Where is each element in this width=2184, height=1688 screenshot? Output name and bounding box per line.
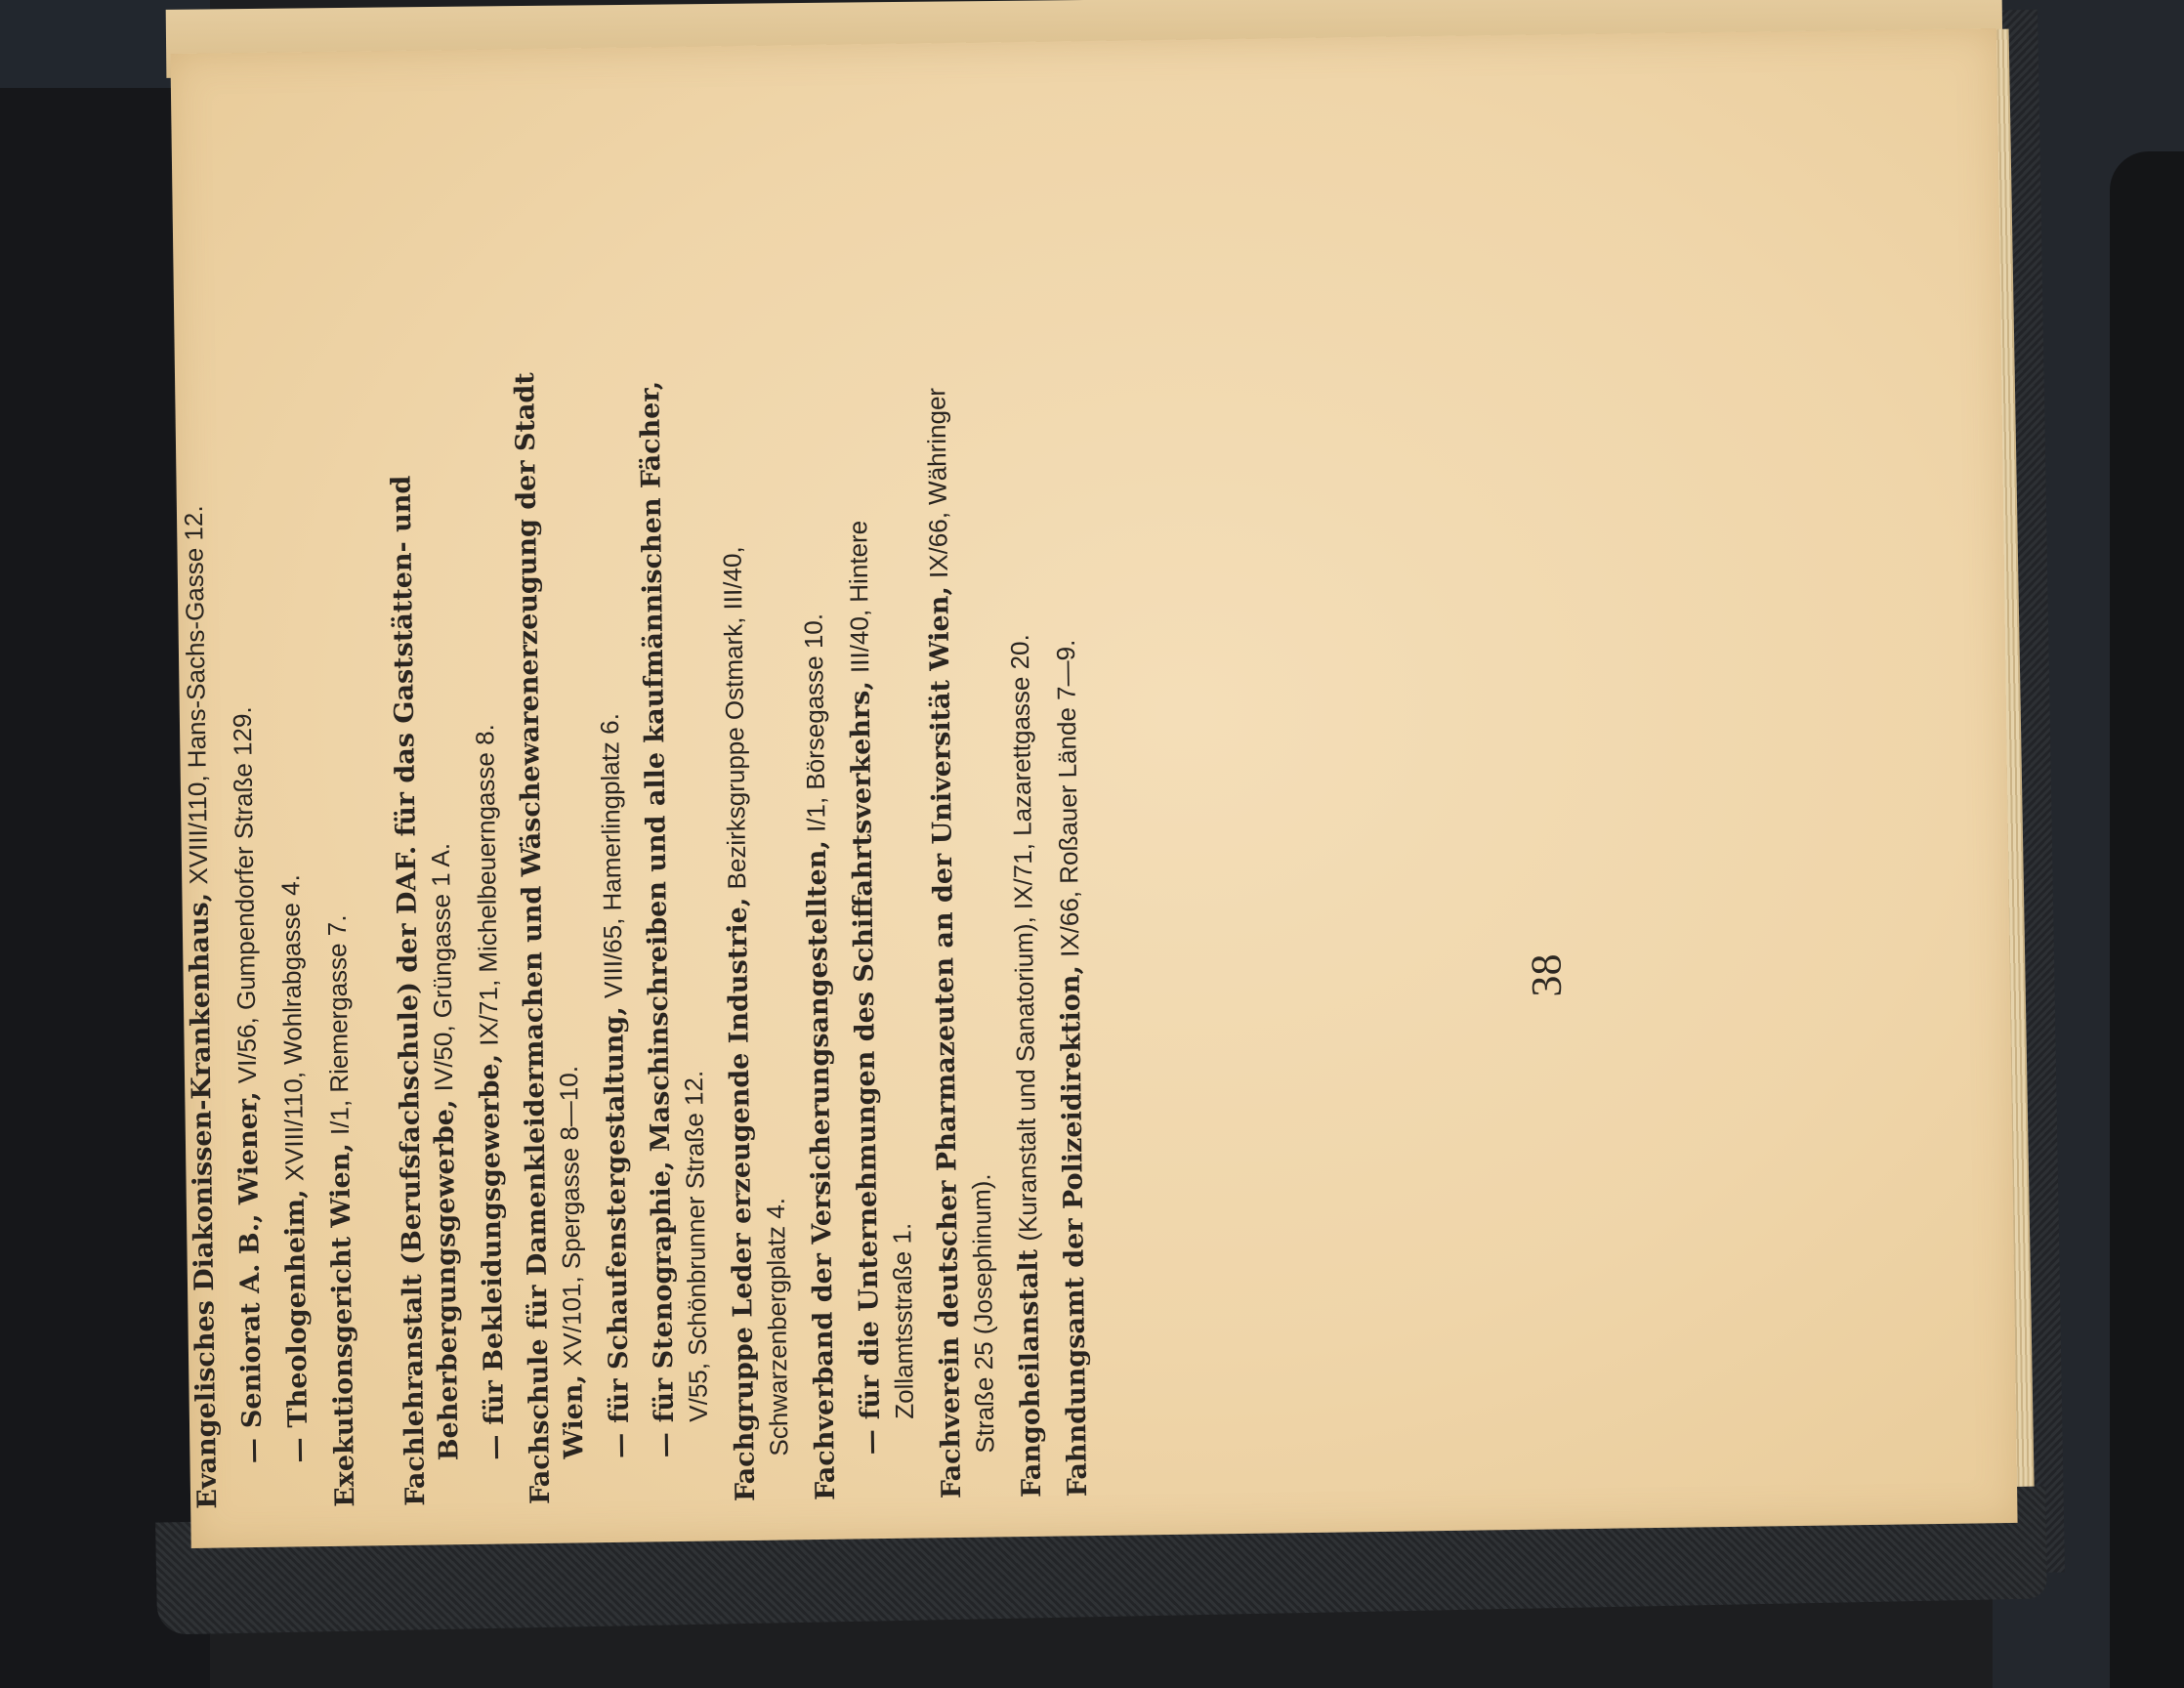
entry-dash: —: [238, 1437, 269, 1464]
entry-dash: —: [606, 1432, 636, 1459]
entry-dash: —: [481, 1434, 511, 1460]
entry-text: Bezirksgruppe Ostmark, III/40, Schwarzenbergplatz 4.: [717, 546, 794, 1456]
entry-dash: —: [857, 1429, 887, 1456]
entry-heading: Fangoheilanstalt: [1013, 1248, 1048, 1498]
entry: [999, 364, 1049, 1498]
entry: [1045, 363, 1095, 1497]
entry-text: VI/56, Gumpendorfer Straße 129.: [227, 706, 263, 1084]
entry-heading: Fachschule für Damenkleidermachen und Wäschewarenerzeugung der Stadt Wien,: [509, 372, 590, 1505]
entry-heading: Evangelisches Diakonissen-Krankenhaus,: [184, 892, 224, 1509]
entry: [509, 370, 592, 1504]
entry-text: VIII/65, Hamerlingplatz 6.: [594, 712, 628, 999]
entry: [384, 372, 467, 1506]
entry: [221, 375, 271, 1508]
entry: [267, 374, 316, 1507]
entry-text: I/1, Börsegasse 10.: [798, 612, 831, 833]
entry: [919, 364, 1003, 1498]
entry-heading: für Stenographie, Maschinschreiben und alle kaufmännischen Fächer,: [635, 380, 681, 1423]
entry-heading: Fahndungsamt der Polizeidirektion,: [1055, 964, 1094, 1498]
entry-text: IX/66, Roßauer Lände 7—9.: [1050, 639, 1085, 958]
entry-heading: Exekutionsgericht Wien,: [324, 1143, 361, 1507]
rotated-page-content: [175, 357, 1626, 1509]
entry-text: XV/101, Spergasse 8—10.: [553, 1065, 588, 1368]
entry-text: (Kuranstalt und Sanatorium), IX/71, Lazarettgasse 20.: [1004, 634, 1043, 1242]
entry-text: IV/50, Grüngasse 1 A.: [425, 842, 459, 1092]
entry-dash: —: [651, 1431, 681, 1458]
entry: [634, 369, 717, 1503]
entry: [839, 366, 923, 1500]
entry: [588, 370, 638, 1503]
entry-text: I/1, Riemergasse 7.: [321, 914, 355, 1136]
entry-heading: für Schaufenstergestaltung,: [599, 1006, 636, 1424]
entry-heading: Fachverein deutscher Pharmazeuten an der Universität Wien,: [924, 586, 968, 1499]
dark-object-right: [2110, 151, 2184, 1688]
entry: [463, 371, 513, 1504]
entry-dash: —: [284, 1437, 315, 1463]
entry-heading: Fachgruppe Leder erzeugende Industrie,: [722, 897, 762, 1502]
entry: [713, 367, 797, 1501]
entry: [313, 374, 362, 1507]
entry-text: IX/71, Michelbeuerngasse 8.: [470, 724, 504, 1046]
entry-text: IX/66, Währinger Straße 25 (Josephinum).: [921, 387, 1000, 1454]
entry-text: V/55, Schönbrunner Straße 12.: [678, 1070, 714, 1422]
book-page: [170, 28, 2017, 1548]
entry-heading: Theologenheim,: [279, 1189, 315, 1428]
entry-heading: für die Unternehmungen des Schiffahrtsverkehrs,: [845, 681, 886, 1420]
entry-heading: Fachlehranstalt (Berufsfachschule) der DAF. für das Gaststätten- und Beherbergungsgewerbe,: [386, 475, 465, 1506]
entry-heading: für Bekleidungsgewerbe,: [474, 1053, 511, 1425]
entry-heading: Seniorat A. B., Wiener,: [232, 1091, 269, 1429]
entry-heading: Fachverband der Versicherungsangestellten,: [801, 840, 842, 1501]
page-number: 38: [1522, 953, 1572, 997]
entry: [793, 367, 843, 1500]
entry-text: III/40, Hintere Zollamtsstraße 1.: [843, 520, 919, 1419]
directory-entries: [175, 363, 1107, 1509]
entry-text: XVIII/110, Hans-Sachs-Gasse 12.: [178, 505, 214, 885]
entry-text: XVIII/110, Wohlrabgasse 4.: [275, 874, 310, 1182]
